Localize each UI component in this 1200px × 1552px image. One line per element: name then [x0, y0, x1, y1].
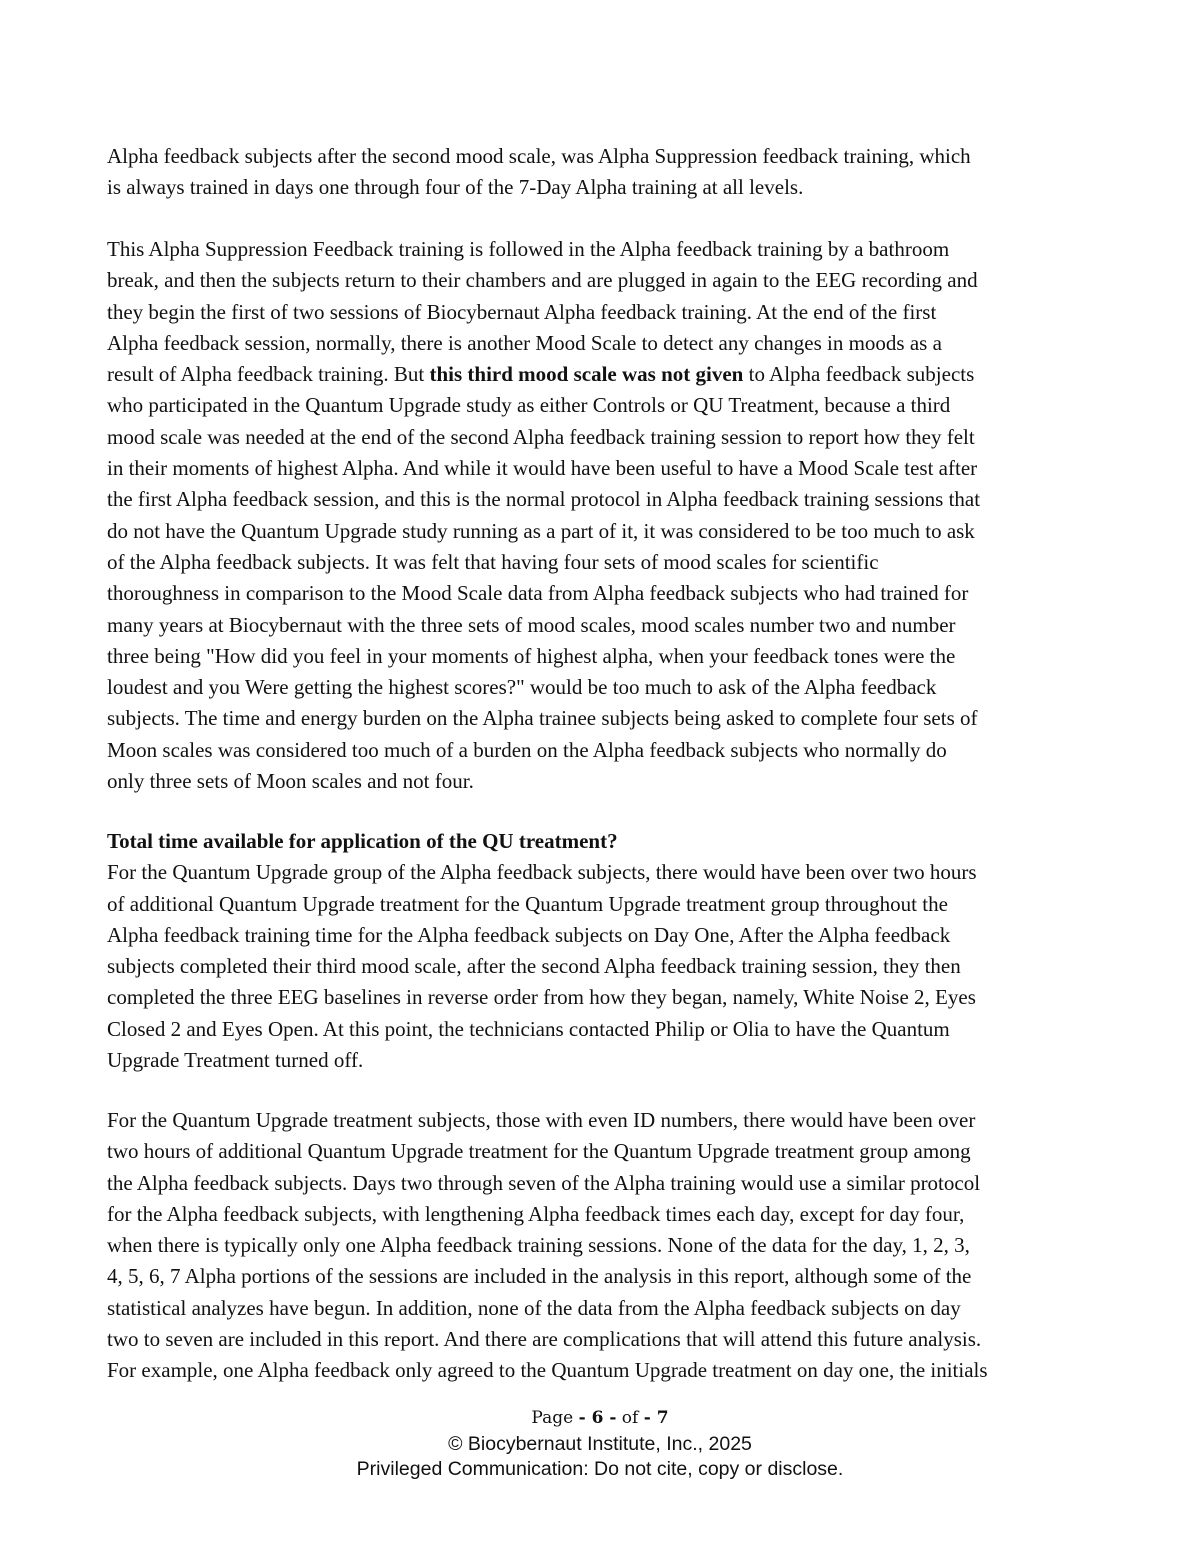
text-line: is always trained in days one through four of the 7-Day Alpha training at all levels.: [107, 175, 804, 200]
text-run: result of Alpha feedback training. But: [107, 362, 430, 387]
paragraph-mood-scale-protocol: [107, 234, 1107, 797]
text-line: two hours of additional Quantum Upgrade treatment for the Quantum Upgrade treatment group among: [107, 1139, 971, 1164]
text-line: in their moments of highest Alpha. And while it would have been useful to have a Mood Scale test after: [107, 456, 978, 481]
text-line: the Alpha feedback subjects. Days two through seven of the Alpha training would use a similar protocol: [107, 1170, 981, 1195]
text-line: Moon scales was considered too much of a burden on the Alpha feedback subjects who normally do: [107, 737, 947, 762]
text-line: Upgrade Treatment turned off.: [107, 1048, 364, 1073]
section-heading: Total time available for application of the QU treatment?: [107, 829, 618, 853]
text-line: Closed 2 and Eyes Open. At this point, the technicians contacted Philip or Olia to have the Quantum: [107, 1016, 950, 1041]
text-line: statistical analyzes have begun. In addition, none of the data from the Alpha feedback subjects on day: [107, 1295, 961, 1320]
text-line: three being "How did you feel in your moments of highest alpha, when your feedback tones were the: [107, 643, 956, 668]
current-page-number: 6: [591, 1408, 604, 1428]
text-line: only three sets of Moon scales and not four.: [107, 769, 474, 794]
total-pages-number: 7: [656, 1408, 669, 1428]
text-line: for the Alpha feedback subjects, with lengthening Alpha feedback times each day, except for day four,: [107, 1201, 965, 1226]
text-line: two to seven are included in this report. And there are complications that will attend this future analysis.: [107, 1327, 982, 1352]
paragraph-alpha-suppression-intro: [107, 141, 1107, 204]
page-dash: -: [578, 1408, 592, 1428]
privileged-notice: Privileged Communication: Do not cite, copy or disclose.: [356, 1458, 844, 1480]
text-line: break, and then the subjects return to their chambers and are plugged in again to the EEG recording and: [107, 268, 978, 293]
page-number-indicator: [0, 1405, 1200, 1431]
text-line-with-emphasis: [107, 359, 1107, 390]
text-line: do not have the Quantum Upgrade study running as a part of it, it was considered to be too much to ask: [107, 518, 975, 543]
page-dash: -: [643, 1408, 657, 1428]
text-line: thoroughness in comparison to the Mood Scale data from Alpha feedback subjects who had trained for: [107, 581, 969, 606]
page-label: Page: [531, 1408, 579, 1428]
text-line: Alpha feedback session, normally, there is another Mood Scale to detect any changes in moods as a: [107, 330, 942, 355]
text-line: who participated in the Quantum Upgrade study as either Controls or QU Treatment, because a third: [107, 393, 951, 418]
page-of-label: of: [616, 1408, 644, 1428]
text-run: to Alpha feedback subjects: [743, 362, 975, 387]
text-line: of the Alpha feedback subjects. It was felt that having four sets of mood scales for scientific: [107, 549, 879, 574]
paragraph-qu-treatment-subjects: [107, 1105, 1107, 1387]
text-line: This Alpha Suppression Feedback training is followed in the Alpha feedback training by a bathroom: [107, 237, 950, 261]
text-line: subjects completed their third mood scale, after the second Alpha feedback training session, they then: [107, 954, 961, 979]
copyright-notice: © Biocybernaut Institute, Inc., 2025: [448, 1433, 752, 1455]
text-line: when there is typically only one Alpha feedback training sessions. None of the data for the day, 1, 2, 3,: [107, 1233, 970, 1258]
text-line: Alpha feedback training time for the Alpha feedback subjects on Day One, After the Alpha feedback: [107, 922, 951, 947]
text-line: completed the three EEG baselines in reverse order from how they began, namely, White Noise 2, Eyes: [107, 985, 976, 1010]
text-line: the first Alpha feedback session, and this is the normal protocol in Alpha feedback training sessions that: [107, 487, 981, 512]
text-line: of additional Quantum Upgrade treatment for the Quantum Upgrade treatment group throughout the: [107, 891, 948, 916]
text-line: loudest and you Were getting the highest scores?" would be too much to ask of the Alpha feedback: [107, 675, 937, 700]
text-line: For the Quantum Upgrade treatment subjects, those with even ID numbers, there would have been over: [107, 1108, 976, 1132]
text-line: For example, one Alpha feedback only agreed to the Quantum Upgrade treatment on day one, the initials: [107, 1358, 988, 1383]
page-dash: -: [603, 1408, 617, 1428]
text-line: For the Quantum Upgrade group of the Alpha feedback subjects, there would have been over two hours: [107, 860, 977, 885]
emphasis-third-mood-scale-not-given: this third mood scale was not given: [429, 362, 744, 387]
text-line: Alpha feedback subjects after the second mood scale, was Alpha Suppression feedback training, which: [107, 144, 971, 168]
text-line: 4, 5, 6, 7 Alpha portions of the sessions are included in the analysis in this report, although some of the: [107, 1264, 972, 1289]
text-line: many years at Biocybernaut with the three sets of mood scales, mood scales number two and number: [107, 612, 956, 637]
text-line: they begin the first of two sessions of Biocybernaut Alpha feedback training. At the end of the first: [107, 299, 937, 324]
section-total-time-qu-treatment: [107, 826, 1107, 1076]
text-line: mood scale was needed at the end of the second Alpha feedback training session to report how they felt: [107, 424, 975, 449]
text-line: subjects. The time and energy burden on the Alpha trainee subjects being asked to complete four sets of: [107, 706, 978, 731]
